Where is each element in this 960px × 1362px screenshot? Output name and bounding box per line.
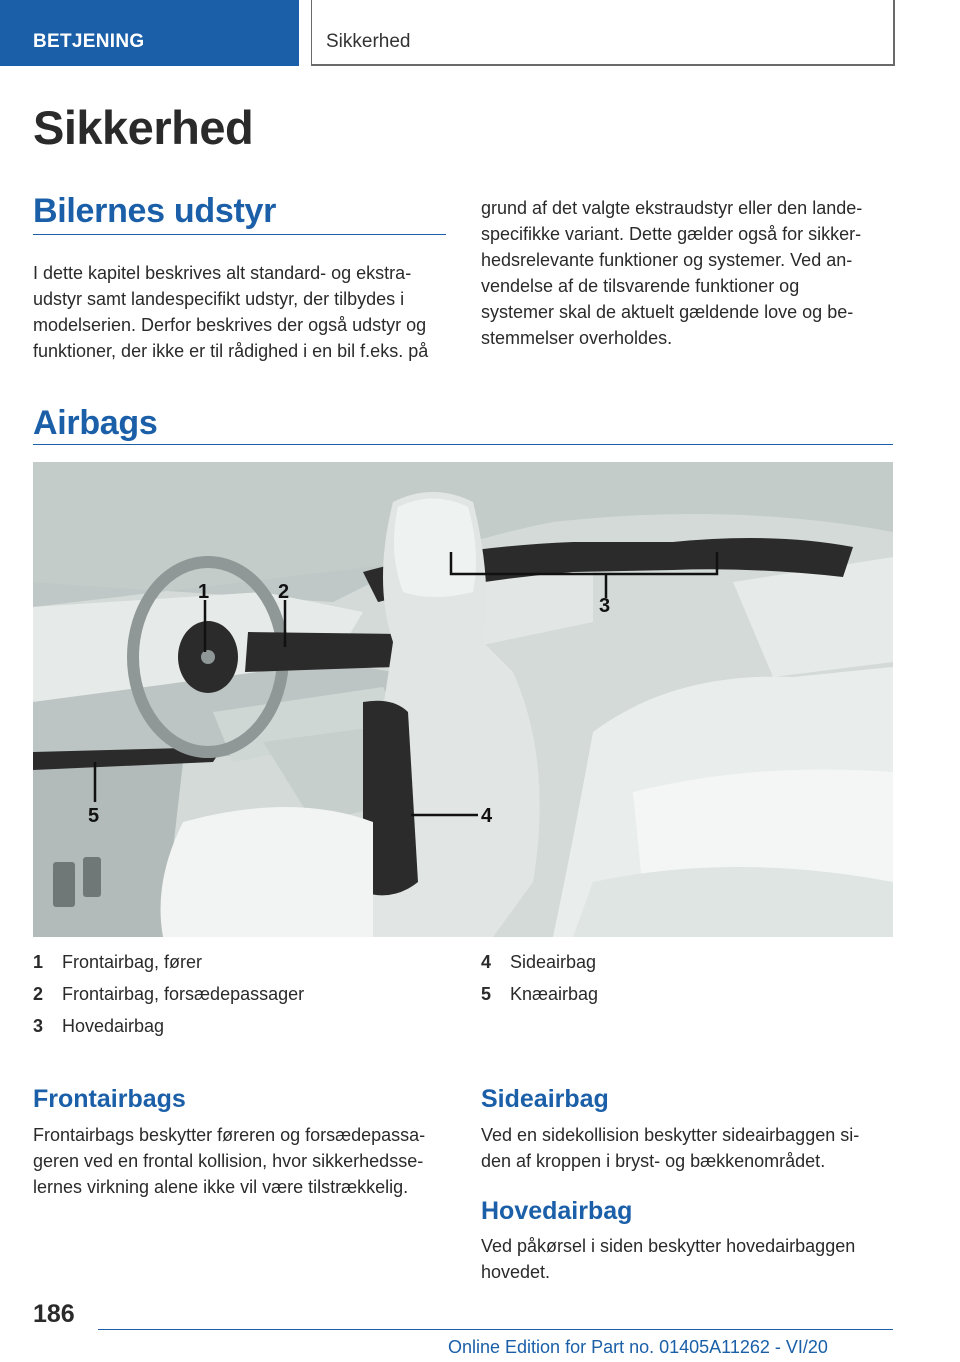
text-line: grund af det valgte ekstraudstyr eller den lande- (481, 198, 863, 218)
text-line: funktioner, der ikke er til rådighed i en bil f.eks. på (33, 341, 429, 361)
callout-4: 4 (481, 805, 493, 827)
text-line: Frontairbags beskytter føreren og forsædepassa- (33, 1125, 426, 1145)
legend-number: 5 (481, 983, 492, 1004)
text-line: Ved påkørsel i siden beskytter hovedairbaggen (481, 1236, 856, 1256)
legend-number: 4 (481, 951, 492, 972)
sideairbag-text (481, 1122, 893, 1174)
text-line: udstyr samt landespecifikt udstyr, der tilbydes i (33, 289, 405, 309)
hovedairbag-text (481, 1233, 893, 1285)
equipment-text-col2 (481, 195, 893, 351)
text-line: stemmelser overholdes. (481, 328, 673, 348)
section-heading-equipment: Bilernes udstyr (33, 192, 277, 230)
footer-rule (98, 1329, 893, 1330)
legend-number: 1 (33, 951, 44, 972)
legend-item (481, 978, 598, 1010)
callout-5: 5 (88, 805, 100, 827)
text-line: hedsrelevante funktioner og systemer. Ved an- (481, 250, 853, 270)
legend-left (33, 946, 304, 1042)
legend-right (481, 946, 598, 1010)
legend-label: Sideairbag (510, 951, 597, 972)
legend-label: Frontairbag, forsædepassager (62, 983, 305, 1004)
section-rule (33, 234, 446, 235)
frontairbags-text (33, 1122, 453, 1200)
text-line: systemer skal de aktuelt gældende love og be- (481, 302, 854, 322)
legend-number: 3 (33, 1015, 44, 1036)
page-title: Sikkerhed (33, 101, 254, 154)
heading-hovedairbag: Hovedairbag (481, 1197, 633, 1225)
text-line: hovedet. (481, 1262, 551, 1282)
section-heading-airbags: Airbags (33, 404, 158, 442)
text-line: Ved en sidekollision beskytter sideairbaggen si- (481, 1125, 860, 1145)
text-line: I dette kapitel beskrives alt standard- og ekstra- (33, 263, 412, 283)
legend-label: Frontairbag, fører (62, 951, 203, 972)
text-line: modelserien. Derfor beskrives der også udstyr og (33, 315, 427, 335)
heading-frontairbags: Frontairbags (33, 1085, 186, 1113)
text-line: geren ved en frontal kollision, hvor sikkerhedsse- (33, 1151, 424, 1171)
page-number: 186 (33, 1300, 75, 1328)
callout-1: 1 (198, 581, 210, 603)
text-line: vendelse af de tilsvarende funktioner og (481, 276, 800, 296)
heading-sideairbag: Sideairbag (481, 1085, 609, 1113)
airbag-illustration (33, 462, 893, 937)
chapter-tab: BETJENING (0, 0, 299, 66)
callout-3: 3 (599, 595, 611, 617)
section-rule (33, 444, 893, 445)
callout-2: 2 (278, 581, 290, 603)
legend-number: 2 (33, 983, 44, 1004)
legend-item (481, 946, 598, 978)
footer-edition: Online Edition for Part no. 01405A11262 - VI/20 (448, 1337, 828, 1357)
legend-item (33, 978, 304, 1010)
equipment-text-col1 (33, 260, 453, 364)
text-line: lernes virkning alene ikke vil være tilstrækkelig. (33, 1177, 409, 1197)
text-line: specifikke variant. Dette gælder også for sikker- (481, 224, 862, 244)
legend-label: Hovedairbag (62, 1015, 165, 1036)
legend-label: Knæairbag (510, 983, 599, 1004)
legend-item (33, 946, 304, 978)
legend-item (33, 1010, 304, 1042)
section-tab: Sikkerhed (311, 0, 895, 66)
text-line: den af kroppen i bryst- og bækkenområdet. (481, 1151, 826, 1171)
